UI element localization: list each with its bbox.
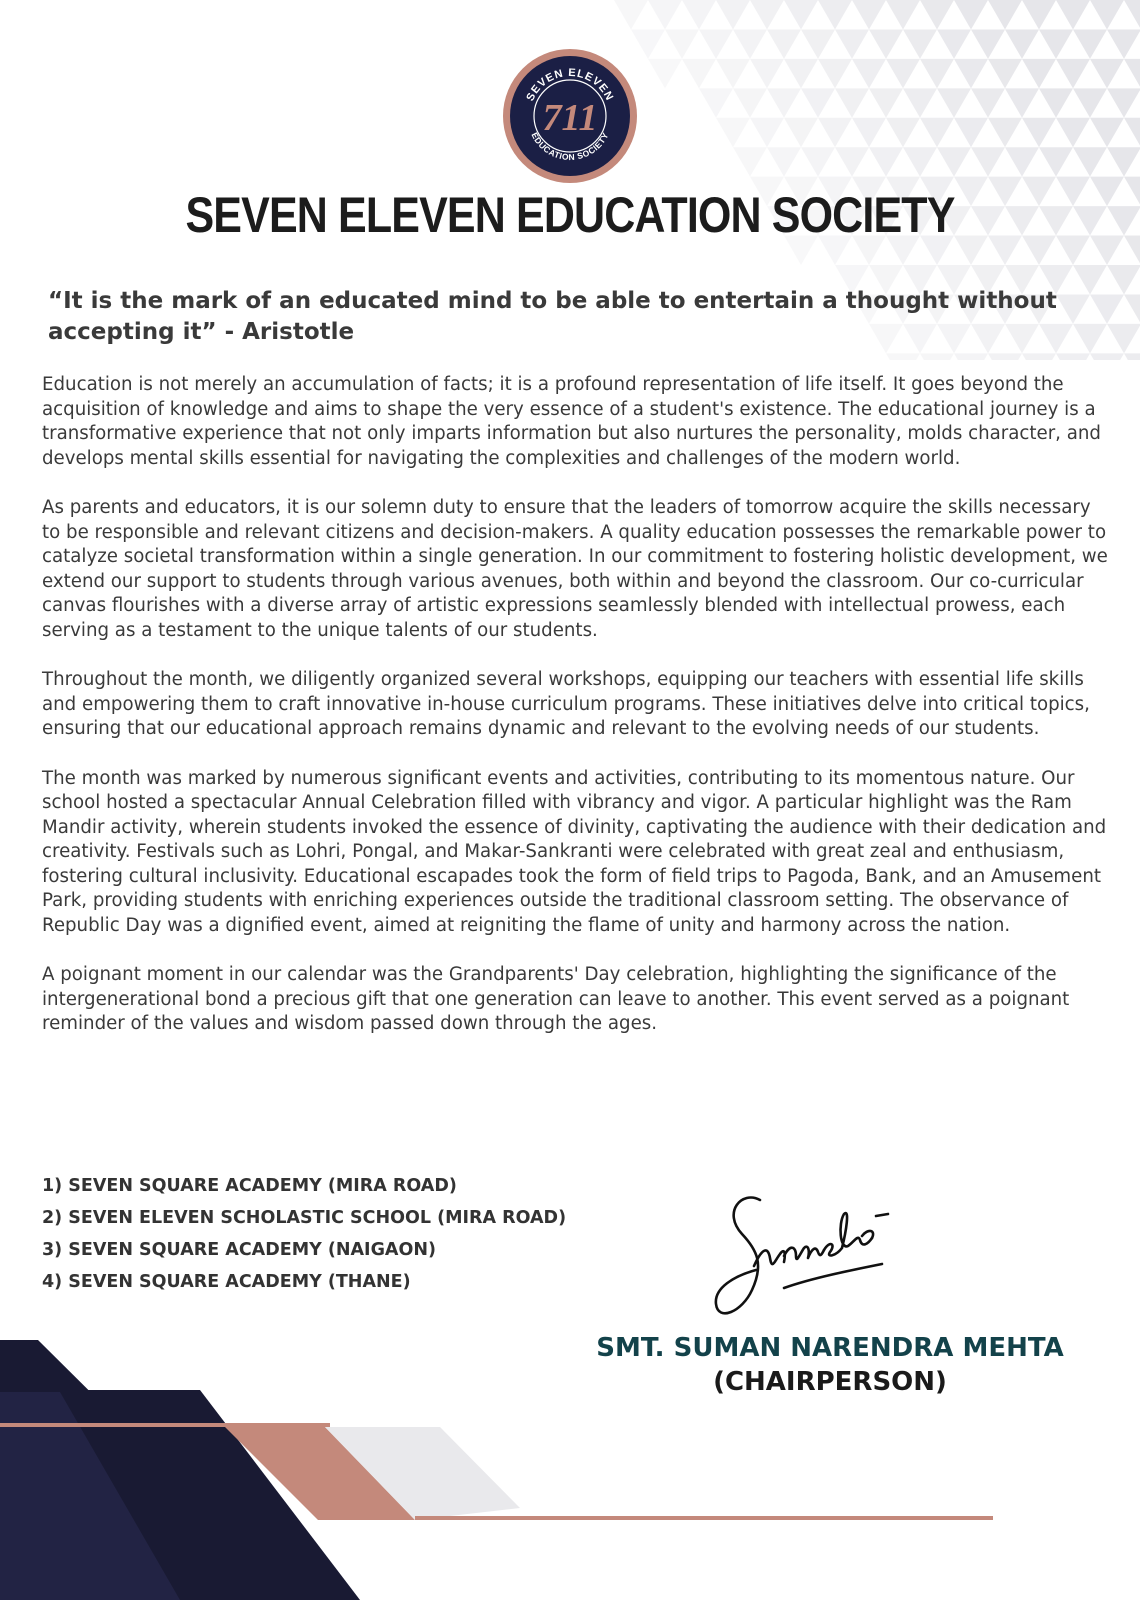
aristotle-quote: “It is the mark of an educated mind to be able to entertain a thought without accepting it” - Aristotle (48, 288, 1057, 345)
pattern-triangle (801, 147, 835, 176)
pattern-triangle (903, 29, 937, 58)
pattern-triangle (1090, 59, 1124, 88)
pattern-triangle (1056, 59, 1090, 88)
pattern-triangle (954, 353, 988, 360)
pattern-triangle (886, 0, 920, 29)
pattern-triangle (852, 59, 886, 88)
pattern-triangle (920, 118, 954, 147)
pattern-triangle (852, 0, 886, 29)
pattern-triangle (1107, 206, 1140, 235)
paragraph: As parents and educators, it is our solemn duty to ensure that the leaders of tomorrow acquire the skills necessary to be responsible and relevant citizens and decision-makers. A quality education possesses the remarkable power to catalyze societal transformation within a single generation. In our commitment to fostering holistic development, we extend our support to students through various avenues, both within and beyond the classroom. Our co-curricular canvas flourishes with a diverse array of artistic expressions seamlessly blended with intellectual prowess, each serving as a testament to the unique talents of our students. (42, 496, 1108, 641)
pattern-triangle (716, 59, 750, 88)
logo-bottom-text: EDUCATION SOCIETY (529, 130, 611, 163)
pattern-triangle (1107, 147, 1140, 176)
school-item: 3) SEVEN SQUARE ACADEMY (NAIGAON) (42, 1240, 436, 1260)
pattern-triangle (920, 0, 954, 29)
pattern-triangle (1039, 88, 1073, 117)
logo-mark: 711 (542, 97, 598, 139)
pattern-triangle (665, 29, 699, 58)
pattern-triangle (801, 88, 835, 117)
logo-top-text: SEVEN ELEVEN (524, 66, 616, 104)
pattern-triangle (954, 118, 988, 147)
pattern-triangle (1090, 353, 1124, 360)
pattern-triangle (1124, 0, 1140, 29)
pattern-triangle (835, 88, 869, 117)
pattern-triangle (784, 118, 818, 147)
letter-body (42, 373, 1110, 1062)
pattern-triangle (869, 29, 903, 58)
pattern-triangle (750, 0, 784, 29)
pattern-triangle (988, 0, 1022, 29)
pattern-triangle (937, 29, 971, 58)
pattern-triangle (988, 59, 1022, 88)
pattern-triangle (767, 88, 801, 117)
pattern-triangle (971, 147, 1005, 176)
pattern-triangle (835, 147, 869, 176)
pattern-triangle (886, 59, 920, 88)
handwritten-signature (712, 1192, 902, 1332)
pattern-triangle (971, 88, 1005, 117)
society-title: SEVEN ELEVEN EDUCATION SOCIETY (185, 187, 955, 243)
pattern-triangle (801, 29, 835, 58)
pattern-triangle (614, 0, 648, 29)
pattern-triangle (869, 147, 903, 176)
signatory-role: (CHAIRPERSON) (713, 1367, 947, 1397)
school-list (42, 1170, 682, 1298)
pattern-triangle (767, 29, 801, 58)
pattern-triangle (869, 88, 903, 117)
pattern-triangle (1124, 118, 1140, 147)
pattern-triangle (852, 118, 886, 147)
pattern-triangle (1073, 29, 1107, 58)
paragraph: Education is not merely an accumulation of facts; it is a profound representation of life itself. It goes beyond the acquisition of knowledge and aims to shape the very essence of a student's existence. The educational journey is a transformative experience that not only imparts information but also nurtures the personality, molds character, and develops mental skills essential for navigating the complexities and challenges of the modern world. (42, 374, 1101, 469)
pattern-triangle (733, 88, 767, 117)
pattern-triangle (1107, 29, 1140, 58)
paragraph: A poignant moment in our calendar was the Grandparents' Day celebration, highlighting the significance of the intergenerational bond a precious gift that one generation can leave to another. This event served as a poignant reminder of the values and wisdom passed down through the ages. (42, 964, 1070, 1035)
pattern-triangle (733, 29, 767, 58)
pattern-triangle (818, 59, 852, 88)
society-logo (500, 46, 640, 186)
pattern-triangle (1056, 0, 1090, 29)
pattern-triangle (1073, 88, 1107, 117)
pattern-triangle (1124, 236, 1140, 265)
pattern-triangle (1056, 118, 1090, 147)
pattern-triangle (1124, 59, 1140, 88)
pattern-triangle (648, 0, 682, 29)
pattern-triangle (1039, 147, 1073, 176)
pattern-triangle (1056, 177, 1090, 206)
pattern-triangle (1022, 59, 1056, 88)
pattern-triangle (750, 59, 784, 88)
paragraph: Throughout the month, we diligently organized several workshops, equipping our teachers with essential life skills and empowering them to craft innovative in-house curriculum programs. These initiatives delve into critical topics, ensuring that our educational approach remains dynamic and relevant to the evolving needs of our students. (42, 669, 1090, 740)
paragraph: The month was marked by numerous significant events and activities, contributing to its momentous nature. Our school hosted a spectacular Annual Celebration filled with vibrancy and vigor. A particular highlight was the Ram Mandir activity, wherein students invoked the essence of divinity, captivating the audience with their dedication and creativity. Festivals such as Lohri, Pongal, and Makar-Sankranti were celebrated with great zeal and enthusiasm, fostering cultural inclusivity. Educational escapades took the form of field trips to Pagoda, Bank, and an Amusement Park, providing students with enriching experiences outside the traditional classroom setting. The observance of Republic Day was a dignified event, aimed at reigniting the flame of unity and harmony across the nation. (42, 767, 1107, 937)
pattern-triangle (920, 59, 954, 88)
pattern-triangle (1039, 29, 1073, 58)
pattern-triangle (1107, 88, 1140, 117)
rose-line-top (0, 1423, 330, 1427)
pattern-triangle (1005, 88, 1039, 117)
pattern-triangle (954, 0, 988, 29)
pattern-triangle (784, 0, 818, 29)
pattern-triangle (954, 59, 988, 88)
pattern-triangle (1073, 206, 1107, 235)
pattern-triangle (971, 29, 1005, 58)
pattern-triangle (1056, 236, 1090, 265)
pattern-triangle (886, 353, 920, 360)
pattern-triangle (818, 0, 852, 29)
pattern-triangle (716, 0, 750, 29)
footer-decoration (0, 1330, 1140, 1600)
pattern-triangle (835, 29, 869, 58)
pattern-triangle (1090, 0, 1124, 29)
pattern-triangle (1090, 177, 1124, 206)
pattern-triangle (1124, 353, 1140, 360)
pattern-triangle (784, 59, 818, 88)
pattern-triangle (937, 147, 971, 176)
pattern-triangle (1022, 0, 1056, 29)
pattern-triangle (1056, 353, 1090, 360)
pattern-triangle (767, 147, 801, 176)
pattern-triangle (937, 88, 971, 117)
pattern-triangle (818, 118, 852, 147)
pattern-triangle (920, 353, 954, 360)
pattern-triangle (733, 147, 767, 176)
pattern-triangle (1005, 29, 1039, 58)
school-item: 4) SEVEN SQUARE ACADEMY (THANE) (42, 1272, 411, 1292)
pattern-triangle (1124, 177, 1140, 206)
pattern-triangle (1005, 147, 1039, 176)
pattern-triangle (1124, 294, 1140, 323)
pattern-triangle (903, 147, 937, 176)
pattern-triangle (1090, 118, 1124, 147)
pattern-triangle (1022, 118, 1056, 147)
pattern-triangle (1022, 353, 1056, 360)
school-item: 2) SEVEN ELEVEN SCHOLASTIC SCHOOL (MIRA ROAD) (42, 1208, 567, 1228)
pattern-triangle (682, 59, 716, 88)
pattern-triangle (699, 88, 733, 117)
pattern-triangle (750, 118, 784, 147)
pattern-triangle (648, 59, 682, 88)
pattern-triangle (886, 118, 920, 147)
pattern-triangle (903, 88, 937, 117)
pattern-triangle (1090, 236, 1124, 265)
pattern-triangle (988, 353, 1022, 360)
pattern-triangle (699, 29, 733, 58)
pattern-triangle (682, 0, 716, 29)
school-item: 1) SEVEN SQUARE ACADEMY (MIRA ROAD) (42, 1176, 457, 1196)
rose-line-bottom (415, 1516, 993, 1520)
pattern-triangle (716, 118, 750, 147)
pattern-triangle (1073, 147, 1107, 176)
signatory-name: SMT. SUMAN NARENDRA MEHTA (596, 1333, 1064, 1363)
pattern-triangle (988, 118, 1022, 147)
